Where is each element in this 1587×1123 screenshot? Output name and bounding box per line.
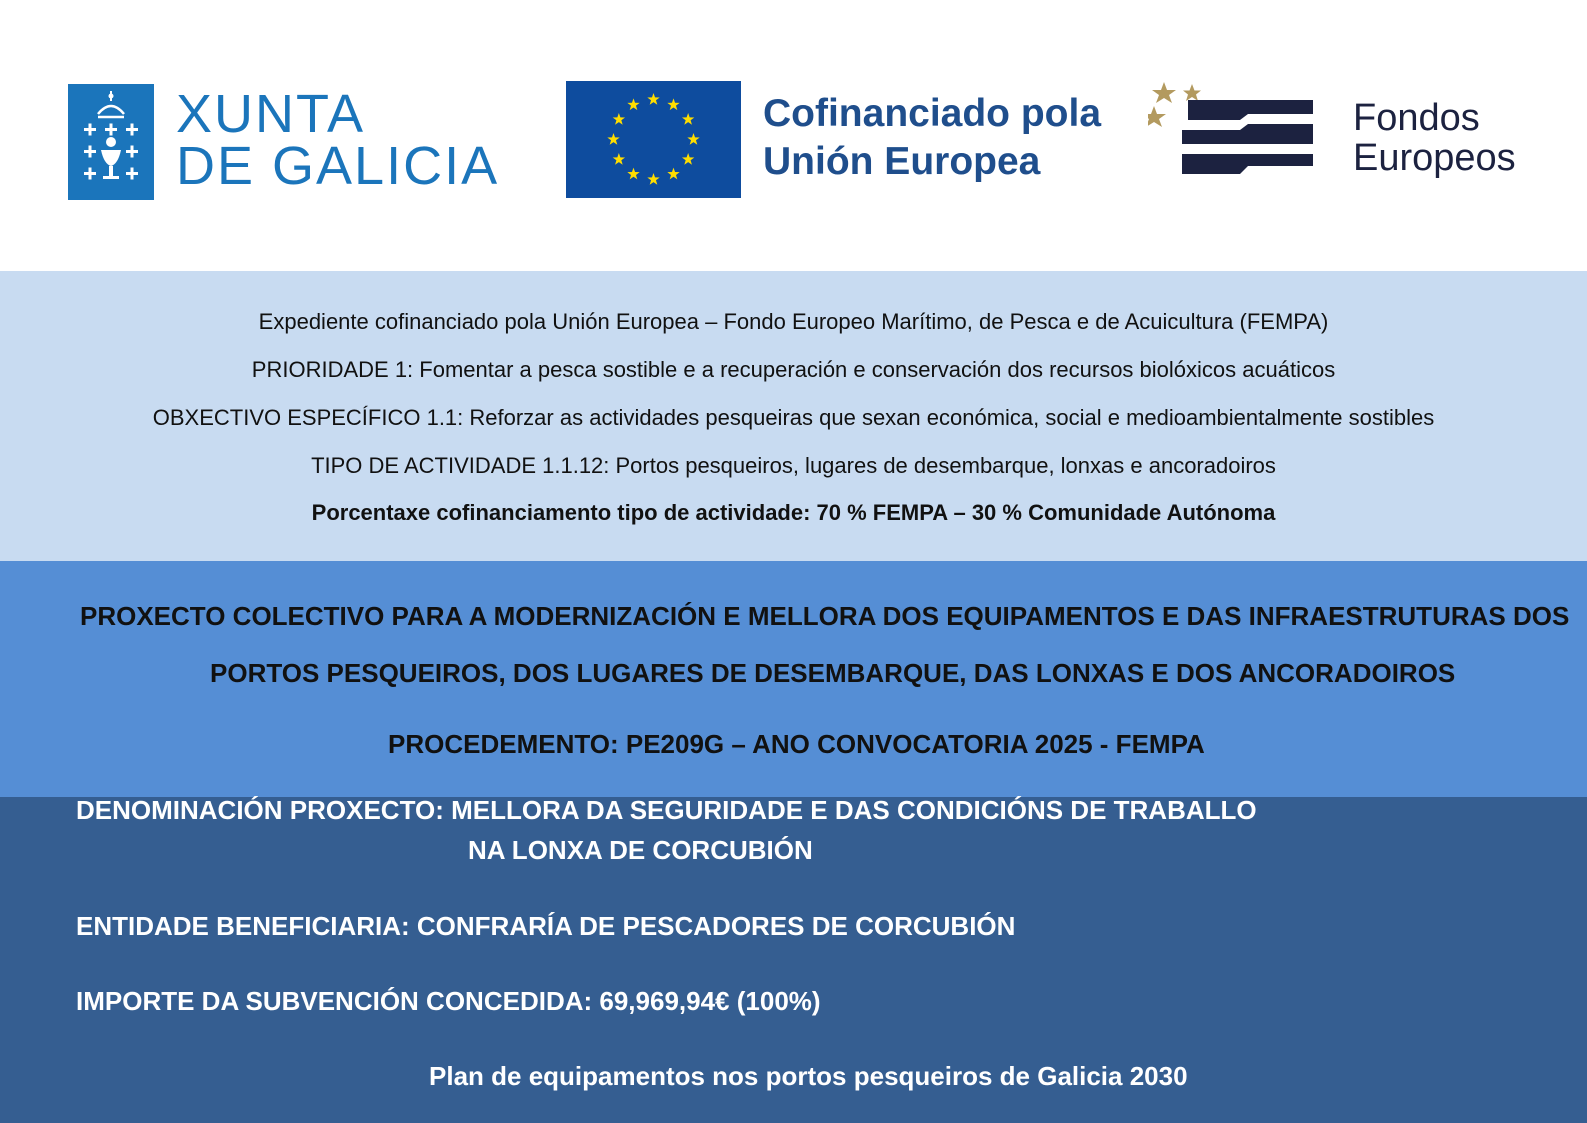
fondos-line2: Europeos <box>1353 137 1516 179</box>
eu-star-icon <box>667 168 679 180</box>
fondos-europeos-icon <box>1148 82 1328 190</box>
project-title-panel <box>0 561 1587 797</box>
eu-line1: Cofinanciado pola <box>763 92 1102 135</box>
info-tipo-actividade: TIPO DE ACTIVIDADE 1.1.12: Portos pesqueiros, lugares de desembarque, lonxas e ancoradoiros <box>311 453 1276 478</box>
eu-wordmark <box>763 90 1101 186</box>
project-name-line1: DENOMINACIÓN PROXECTO: MELLORA DA SEGURIDADE E DAS CONDICIÓNS DE TRABALLO <box>76 795 1257 825</box>
eu-star-icon <box>613 113 625 125</box>
eu-star-icon <box>607 133 619 145</box>
beneficiary-label: ENTIDADE BENEFICIARIA: CONFRARÍA DE PESCADORES DE CORCUBIÓN <box>76 911 1016 941</box>
xunta-line2: DE GALICIA <box>176 136 500 196</box>
eu-star-icon <box>667 98 679 110</box>
eu-star-icon <box>682 113 694 125</box>
eu-line2: Unión Europea <box>763 140 1041 183</box>
project-title-line1: PROXECTO COLECTIVO PARA A MODERNIZACIÓN E MELLORA DOS EQUIPAMENTOS E DAS INFRAESTRUTURAS DOS <box>80 601 1570 631</box>
xunta-line1: XUNTA <box>176 84 366 144</box>
eu-star-icon <box>647 93 659 105</box>
info-expediente: Expediente cofinanciado pola Unión Europea – Fondo Europeo Marítimo, de Pesca e de Acuicultura (FEMPA) <box>258 309 1329 334</box>
fondos-wordmark <box>1353 98 1516 178</box>
logo-header <box>0 0 1587 270</box>
cofinancing-info-panel <box>0 271 1587 561</box>
info-porcentaxe: Porcentaxe cofinanciamento tipo de actividade: 70 % FEMPA – 30 % Comunidade Autónoma <box>311 500 1276 525</box>
eu-star-icon <box>613 153 625 165</box>
xunta-shield-icon <box>68 84 154 200</box>
project-title-line2: PORTOS PESQUEIROS, DOS LUGARES DE DESEMBARQUE, DAS LONXAS E DOS ANCORADOIROS <box>210 658 1456 688</box>
project-details-panel <box>0 797 1587 1123</box>
info-prioridade: PRIORIDADE 1: Fomentar a pesca sostible e a recuperación e conservación dos recursos biolóxicos acuáticos <box>251 357 1336 382</box>
subsidy-amount-label: IMPORTE DA SUBVENCIÓN CONCEDIDA: 69,969,94€ (100%) <box>76 986 821 1016</box>
eu-star-icon <box>627 168 639 180</box>
eu-star-icon <box>647 173 659 185</box>
eu-star-icon <box>627 98 639 110</box>
xunta-wordmark <box>176 84 500 196</box>
eu-star-icon <box>682 153 694 165</box>
plan-label: Plan de equipamentos nos portos pesqueiros de Galicia 2030 <box>429 1061 1188 1091</box>
fondos-line1: Fondos <box>1353 97 1480 139</box>
info-obxectivo: OBXECTIVO ESPECÍFICO 1.1: Reforzar as actividades pesqueiras que sexan económica, social e medioambientalmente sostibles <box>152 405 1435 430</box>
procedure-label: PROCEDEMENTO: PE209G – ANO CONVOCATORIA 2025 - FEMPA <box>388 729 1205 759</box>
project-name-line2: NA LONXA DE CORCUBIÓN <box>468 835 813 865</box>
eu-flag-icon <box>566 81 741 198</box>
eu-star-icon <box>687 133 699 145</box>
